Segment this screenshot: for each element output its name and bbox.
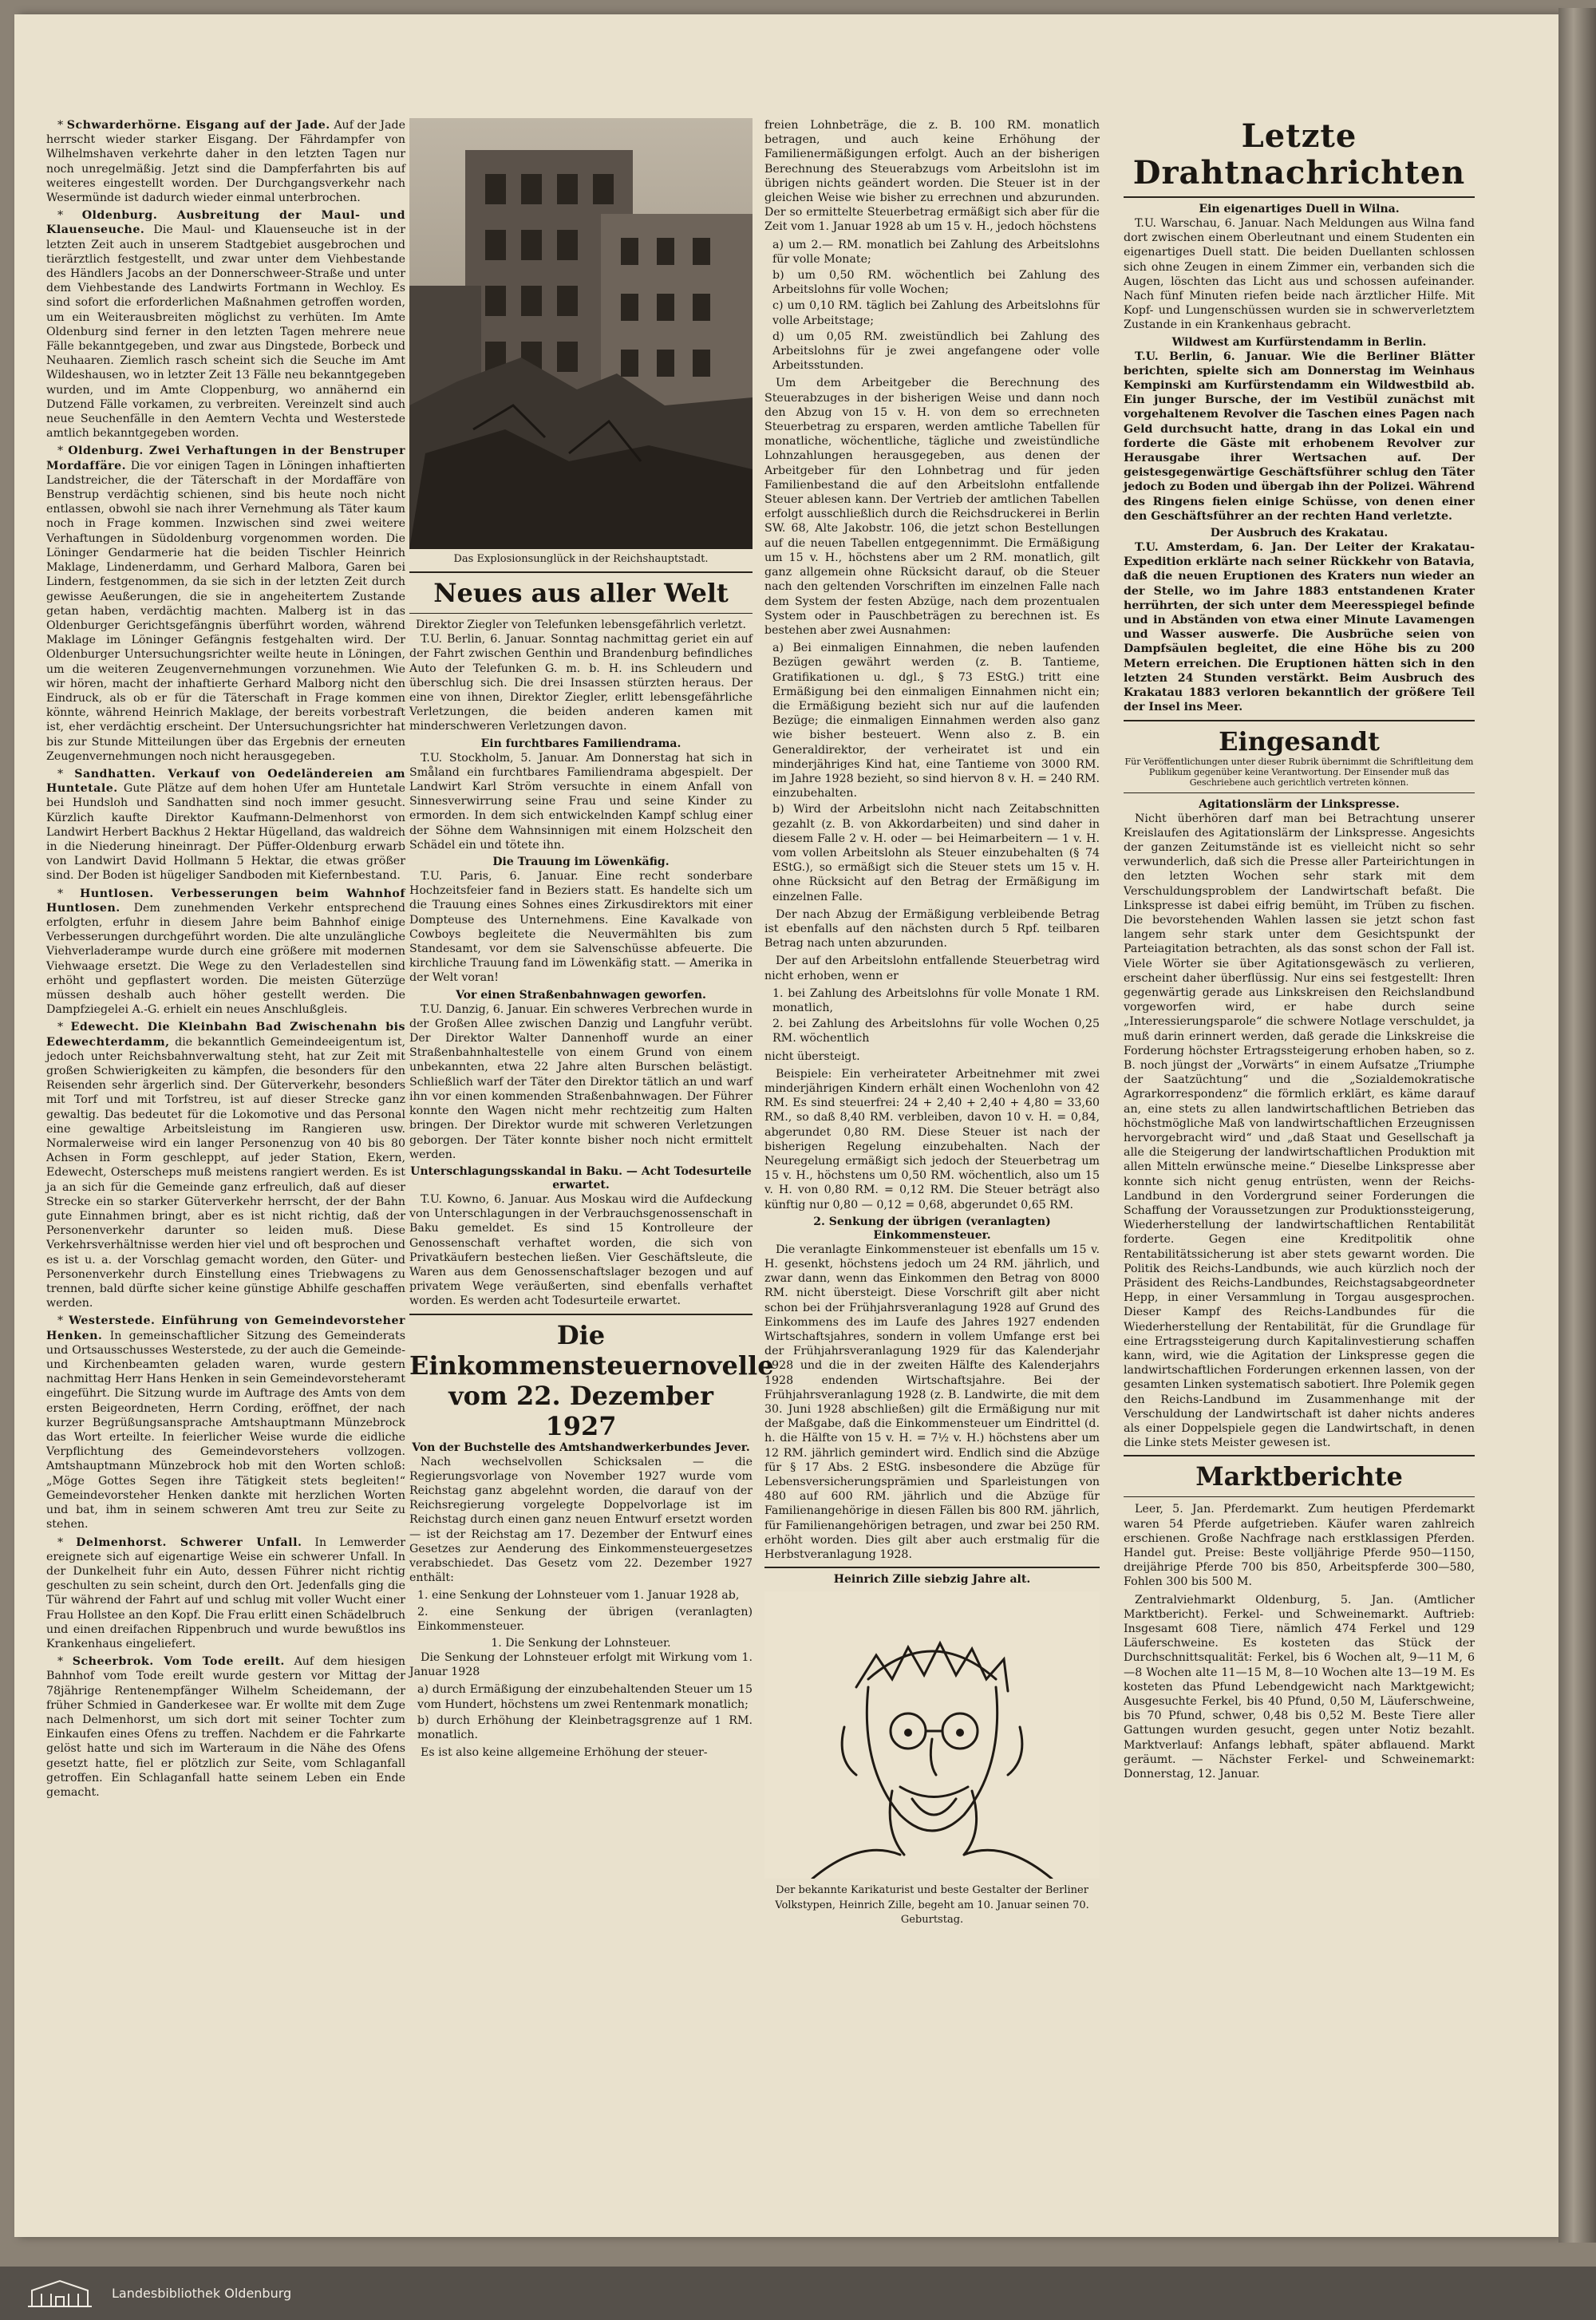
list-item: b) um 0,50 RM. wöchentlich bei Zahlung des Arbeitslohns für volle Wochen; xyxy=(772,269,1100,297)
article-title: Ein eigenartiges Duell in Wilna. xyxy=(1199,203,1400,215)
wire-news-title: Letzte Drahtnachrichten xyxy=(1132,117,1466,192)
local-news-item: * Oldenburg. Ausbreitung der Maul- und Klauenseuche. Die Maul- und Klauenseuche ist in der letzten Zeit auch in unserem Stadtgebiet ausgebrochen und tierärztlich festgestellt, und zwar unter dem Viehbestande des Händlers Jacobs an der Donnerschweer-Straße und unter dem Viehbestande des Landwirts Fortmann in Wechloy. Es sind sofort die erforderlichen Maßnahmen getroffen worden, um ein Weiterausbreiten möglichst zu verhüten. Im Amte Oldenburg sind ferner in den letzten Tagen mehrere neue Fälle bekanntgegeben, und zwar aus Dingstede, Borbeck und Neuhaaren. Ziemlich rasch scheint sich die Seuche im Amt Wildeshausen, wo in letzter Zeit 13 Fälle neu bekanntgegeben wurden, und im Amte Cloppenburg, wo annähernd ein Dutzend Fälle vorkamen, zu verbreiten. Vereinzelt sind auch neue Seuchenfälle in den Aemtern Vechta und Westerstede amtlich bekanntgegeben worden. xyxy=(46,209,405,441)
explosion-photo xyxy=(409,118,753,549)
divider xyxy=(409,1314,753,1315)
local-news-body: Gute Plätze auf dem hohen Ufer am Huntetale bei Hundsloh und Sandhatten sind noch immer gesucht. Kürzlich kaufte Direktor Kaufmann-Delmenhorst von Landwirt Herbert Backhus 2 Hektar Hügelland, das waldreich in die Niederung hineinragt. Der Püffer-Oldenburg erwarb von Landwirt David Hollmann 5 Hektar, die etwas größer sind. Der Boden ist hügeliger Sandboden mit Kiefernbestand. xyxy=(46,782,405,883)
article-text: T.U. Danzig, 6. Januar. Ein schweres Verbrechen wurde in der Großen Allee zwischen Danzig und Langfuhr verübt. Der Direktor Walter Dannenhoff wurde an einer Straßenbahnhaltestelle von einem Grund von einem unbekannten, etwa 22 Jahre alten Burschen belästigt. Schließlich warf der Täter den Direktor tätlich an und warf ihn vor einen kommenden Straßenbahnwagen. Der Führer konnte den Wagen nicht mehr rechtzeitig zum Halten bringen. Der Direktor wurde mit schweren Verletzungen geborgen. Der Täter konnte bisher noch nicht ermittelt werden. xyxy=(409,1002,753,1161)
tax-points xyxy=(772,238,1100,373)
article-title: Der Ausbruch des Krakatau. xyxy=(1210,527,1389,540)
local-news-item: * Huntlosen. Verbesserungen beim Wahnhof Huntlosen. Dem zunehmenden Verkehr entsprechend erfolgten, erfuhr in diesem Jahre beim Bahnhof einige Verbesserungen durchgeführt worden. Die alte unzulängliche Viehverladerampe wurde durch eine größere mit modernen Viehwaage ersetzt. Die Wege zu den Verladestellen sind erhöht und gepflastert worden. Die meisten Güterzüge müssen deshalb auch höher gestellt werden. Die Dampfziegelei A.-G. erhielt ein neues Anschlußgleis. xyxy=(46,887,405,1017)
column-wire-news xyxy=(1124,118,1475,1784)
local-news-lead: Huntlosen. Verbesserungen beim Wahnhof Huntlosen. xyxy=(46,887,405,915)
article-title: Unterschlagungsskandal in Baku. — Acht Todesurteile erwartet. xyxy=(410,1164,752,1192)
photo-caption: Das Explosionsunglück in der Reichshauptstadt. xyxy=(453,553,709,565)
tax-text: Um dem Arbeitgeber die Berechnung des Steuerabzuges in der bisherigen Weise und dann noch den Abzug von 15 v. H. von dem so errechneten Steuerbetrag zu ersparen, werden amtliche Tabellen für monatliche, wöchentliche, tägliche und zweistündliche Lohnzahlungen herausgegeben, aus denen der Arbeitgeber für den Lohnbetrag und für jeden Familienbestand die auf den Arbeitslohn entfallende Steuer ablesen kann. Der Vertrieb der amtlichen Tabellen erfolgt ausschließlich durch die Reichsdruckerei in Berlin SW. 68, Alte Jakobstr. 106, die jetzt schon Bestellungen auf die neuen Tabellen entgegennimmt. Die Ermäßigung um 15 v. H., höchstens aber um 2 RM. monatlich, gilt ganz allgemein ohne Rücksicht darauf, ob die Steuer nach den geltenden Vorschriften im einzelnen Falle nach dem System der festen Abzüge, nach dem prozentualen System oder in Pauschbeträgen zu berechnen ist. Es bestehen aber zwei Ausnahmen: xyxy=(764,377,1100,637)
list-item: 1. eine Senkung der Lohnsteuer vom 1. Januar 1928 ab, xyxy=(417,1589,740,1603)
list-item: c) um 0,10 RM. täglich bei Zahlung des Arbeitslohns für volle Arbeitstage; xyxy=(772,299,1100,327)
list-item: a) um 2.— RM. monatlich bei Zahlung des Arbeitslohns für volle Monate; xyxy=(772,238,1100,266)
local-news-body: Die Maul- und Klauenseuche ist in der letzten Zeit auch in unserem Stadtgebiet ausgebrochen und tierärztlich festgestellt, und zwar unter dem Viehbestande des Händlers Jacobs an der Donnerschweer-Straße und unter dem Viehbestande des Landwirts Fortmann in Wechloy. Es sind sofort die erforderlichen Maßnahmen getroffen worden, um ein Weiterausbreiten möglichst zu verhüten. Im Amte Oldenburg sind ferner in den letzten Tagen mehrere neue Fälle bekanntgegeben, und zwar aus Dingstede, Borbeck und Neuhaaren. Ziemlich rasch scheint sich die Seuche im Amt Wildeshausen, wo in letzter Zeit 13 Fälle neu bekanntgegeben wurden, und im Amte Cloppenburg, wo annähernd ein Dutzend Fälle vorkamen, zu verbreiten. Vereinzelt sind auch neue Seuchenfälle in den Aemtern Vechta und Westerstede amtlich bekanntgegeben worden. xyxy=(46,223,405,441)
list-item: b) Wird der Arbeitslohn nicht nach Zeitabschnitten gezahlt (z. B. von Akkordarbeiten) und sind daher in diesem Falle 2 v. H. oder — bei Heimarbeitern — 1 v. H. vom vollen Arbeitslohn als Steuer einzubehalten (§ 74 EStG.), so ermäßigt sich die Steuer stets um 15 v. H. ohne Rücksicht auf den Betrag der Ermäßigung im einzelnen Falle. xyxy=(772,803,1100,903)
article-title: Direktor Ziegler von Telefunken lebensgefährlich verletzt. xyxy=(416,619,746,632)
local-news-lead: Schwarderhörne. Eisgang auf der Jade. xyxy=(66,119,330,132)
list-item: d) um 0,05 RM. zweistündlich bei Zahlung des Arbeitslohns für je zwei angefangene oder volle Arbeitsstunden. xyxy=(772,330,1100,373)
divider xyxy=(409,613,753,614)
library-name: Landesbibliothek Oldenburg xyxy=(112,2286,292,2301)
divider xyxy=(1124,1455,1475,1456)
tax-example: Beispiele: Ein verheirateter Arbeitnehmer mit zwei minderjährigen Kindern erhält einen Wochenlohn von 42 RM. Es sind steuerfrei: 24 + 2,40 + 2,40 + 4,80 = 33,60 RM., so daß 8,40 RM. verbleiben, davon 10 v. H. = 0,84, abgerundet 0,80 RM. Diese Steuer ist nach der bisherigen Regelung einzubehalten. Nach der Neuregelung ermäßigt sich jedoch der Steuerbetrag um 15 v. H., höchstens um 0,50 RM. wöchentlich, also um 15 v. H. von 0,80 RM. = 0,12 RM. Die Steuer beträgt also künftig nur 0,80 — 0,12 = 0,68, abgerundet 0,65 RM. xyxy=(764,1067,1100,1211)
article-text: T.U. Warschau, 6. Januar. Nach Meldungen aus Wilna fand dort zwischen einem Oberleutnant und einem Studenten ein eigenartiges Duell statt. Die beiden Duellanten schlossen sich ohne Zeugen in einem Zimmer ein, verbanden sich die Augen, löschten das Licht aus und schossen aufeinander. Nach fünf Minuten riefen beide nach ärztlicher Hilfe. Mit Kopf- und Lungenschüssen wurden sie in schwerverletztem Zustande in ein Krankenhaus gebracht. xyxy=(1124,217,1475,332)
local-news-item: * Sandhatten. Verkauf von Oedeländereien am Huntetale. Gute Plätze auf dem hohen Ufer am Huntetale bei Hundsloh und Sandhatten sind noch immer gesucht. Kürzlich kaufte Direktor Kaufmann-Delmenhorst von Landwirt Herbert Backhus 2 Hektar Hügelland, das waldreich in die Niederung hineinragt. Der Püffer-Oldenburg erwarb von Landwirt David Hollmann 5 Hektar, die etwas größer sind. Der Boden ist hügeliger Sandboden mit Kiefernbestand. xyxy=(46,767,405,883)
divider xyxy=(1124,1496,1475,1497)
local-news-item: * Delmenhorst. Schwerer Unfall. In Lemwerder ereignete sich auf eigenartige Weise ein schwerer Unfall. In der Dunkelheit fuhr ein Auto, dessen Führer nicht richtig geschulten zu sein scheint, durch den Ort. Jedenfalls ging die Tür während der Fahrt auf und schlug mit voller Wucht einer Frau Hollstee an den Kopf. Die Frau erlitt einen Schädelbruch und einen dreifachen Rippenbruch und wurde bewußtlos ins Krankenhaus eingeliefert. xyxy=(46,1535,406,1650)
tax-text: freien Lohnbeträge, die z. B. 100 RM. monatlich betragen, und auch keine Erhöhung der Familienermäßigungen erfolgt. Auch an der bisherigen Berechnung des Steuerabzugs vom Arbeitslohn ist im übrigen nichts geändert worden. Die Steuer ist in der gleichen Weise wie bisher zu errechnen und abzurunden. Der so ermittelte Steuerbetrag ermäßigt sich aber für die Zeit vom 1. Januar 1928 ab um 15 v. H., jedoch höchstens xyxy=(764,119,1100,234)
article-text: T.U. Berlin, 6. Januar. Wie die Berliner Blätter berichten, spielte sich am Donnerstag im Weinhaus Kempinski am Kurfürstendamm ein Wildwestbild ab. Ein junger Bursche, der im Vestibül zunächst mit vorgehaltenem Revolver die Taschen eines Pagen nach Geld durchsucht hatte, drang in das Lokal ein und forderte die Gäste mit erhobenem Revolver zur Herausgabe ihrer Wertsachen auf. Der geistesgegenwärtige Geschäftsführer schlug den Täter jedoch zu Boden und übergab ihn der Polizei. Während des Ringens fielen einige Schüsse, von denen einer den Geschäftsführer an der rechten Hand verletzte. xyxy=(1124,350,1475,523)
section-points xyxy=(417,1682,753,1742)
local-news-lead: Delmenhorst. Schwerer Unfall. xyxy=(76,1535,302,1549)
library-footer xyxy=(0,2267,1596,2320)
eingesandt-note: Für Veröffentlichungen unter dieser Rubrik übernimmt die Schriftleitung dem Publikum gegenüber keine Verantwortung. Der Einsender muß das Geschriebene auch gerichtlich vertreten können. xyxy=(1124,756,1474,788)
article-text: T.U. Amsterdam, 6. Jan. Der Leiter der Krakatau-Expedition erklärte nach seiner Rückkehr von Batavia, daß die neuen Eruptionen des Kraters nun wieder an der Stelle, wo im Jahre 1883 entstandenen Krater herrührten, der sich unter dem Meeresspiegel befinde und in Abständen von etwa einer Minute Lavamengen und Wasser auswerfe. Die Ausbrüche seien von Dampfsäulen begleitet, die eine Höhe bis zu 200 Metern erreichen. Die Eruptionen hätten sich in den letzten 24 Stunden verstärkt. Beim Ausbruch des Krakatau 1883 verloren bekanntlich der größere Teil der Insel ins Meer. xyxy=(1124,541,1475,714)
local-news-lead: Scheerbrok. Vom Tode ereilt. xyxy=(72,1655,285,1669)
library-logo-icon xyxy=(24,2278,96,2310)
column-tax-novelle xyxy=(764,118,1100,1932)
local-news-body: In Lemwerder ereignete sich auf eigenartige Weise ein schwerer Unfall. In der Dunkelheit fuhr ein Auto, dessen Führer nicht richtig geschulten zu sein scheint, durch den Ort. Jedenfalls ging die Tür während der Fahrt auf und schlug mit voller Wucht einer Frau Hollstee an den Kopf. Die Frau erlitt einen Schädelbruch und einen dreifachen Rippenbruch und wurde bewußtlos ins Krankenhaus eingeliefert. xyxy=(46,1535,406,1650)
article-title: Ein furchtbares Familiendrama. xyxy=(480,737,681,750)
list-item: a) durch Ermäßigung der einzubehaltenden Steuer um 15 vom Hundert, höchstens um zwei Rentenmark monatlich; xyxy=(417,1683,753,1711)
list-item: b) durch Erhöhung der Kleinbetragsgrenze auf 1 RM. monatlich. xyxy=(417,1713,753,1741)
local-news-body: Die vor einigen Tagen in Löningen inhaftierten Landstreicher, die der Täterschaft in der Mordaffäre von Benstrup verdächtig schienen, sind bis heute noch nicht entlassen, obwohl sie nach ihrer Vernehmung als Täter kaum noch in Frage kommen. Inzwischen sind zwei weitere Verhaftungen in Südoldenburg vorgenommen worden. Die Löninger Gendarmerie hat die beiden Tischler Heinrich Maklage, Lindenerdamm, und Gerhard Malbora, Garen bei Lindern, festgenommen, da sie sich in der letzten Zeit durch gewisse Aeußerungen, die sie in angeheitertem Zustande getan haben, verdächtig machten. Malberg ist in das Oldenburger Gerichtsgefängnis überführt worden, während Maklage im Löninger Gefängnis festgehalten wird. Der Oldenburger Untersuchungsrichter weilte heute in Löningen, um die weiteren Zeugenvernehmungen vorzunehmen. Wie wir hören, macht der inhaftierte Gerhard Malborg nicht den Eindruck, als ob er für die Täterschaft in Frage kommen könnte, während Heinrich Maklage, der bereits vorbestraft ist, eher verdächtig erscheint. Der Untersuchungsrichter hat bis zur Stunde Mitteilungen über das Ergebnis der erneuten Zeugenvernehmungen noch nicht herausgegeben. xyxy=(46,459,405,763)
column-local-news xyxy=(46,118,405,1803)
tax-points xyxy=(772,641,1100,904)
local-news-lead: Sandhatten. Verkauf von Oedeländereien am Huntetale. xyxy=(46,767,405,796)
list-item: 2. bei Zahlung des Arbeitslohns für volle Wochen 0,25 RM. wöchentlich xyxy=(772,1018,1100,1045)
column-world-news xyxy=(409,118,774,1763)
eingesandt-title: Eingesandt xyxy=(1219,725,1380,757)
market-title: Marktberichte xyxy=(1195,1461,1403,1492)
section-text: Es ist also keine allgemeine Erhöhung der steuer- xyxy=(421,1746,708,1760)
novelle-subtitle: Von der Buchstelle des Amtshandwerkerbundes Jever. xyxy=(412,1441,750,1454)
local-news-item: * Schwarderhörne. Eisgang auf der Jade. Auf der Jade herrscht wieder starker Eisgang. Der Fährdampfer von Wilhelmshaven verkehrte daher in den letzten Tagen nur noch unregelmäßig. Jetzt sind die Dampferfahrten bis auf weiteres eingestellt worden. Der Durchgangsverkehr nach Wesermünde ist dadurch wieder einmal unterbrochen. xyxy=(46,119,406,205)
divider xyxy=(1124,720,1475,721)
local-news-body: Auf dem hiesigen Bahnhof vom Tode ereilt wurde gestern vor Mittag der 78jährige Rentenempfänger Wilhelm Scheidemann, der früher Schmied in Ganderkesee war. Er wollte mit dem Zuge nach Delmenhorst, um sich dort mit seiner Tochter zum Einkaufen eines Ofens zu treffen. Nachdem er die Fahrkarte gelöst hatte und sich im Warteraum in die Nähe des Ofens gesetzt hatte, fiel er plötzlich zur Seite, vom Schlaganfall getroffen. Ein Schlaganfall hatte seinem Leben ein Ende gemacht. xyxy=(46,1655,406,1799)
zille-title: Heinrich Zille siebzig Jahre alt. xyxy=(833,1573,1031,1587)
article-title: Die Trauung im Löwenkäfig. xyxy=(492,856,670,869)
local-news-body: Dem zunehmenden Verkehr entsprechend erfolgten, erfuhr in diesem Jahre beim Bahnhof einige Verbesserungen durchgeführt worden. Die alte unzulängliche Viehverladerampe wurde durch eine größere mit modernen Viehwaage ersetzt. Die Wege zu den Verladestellen sind erhöht und gepflastert worden. Die meisten Güterzüge müssen deshalb auch höher gestellt werden. Die Dampfziegelei A.-G. erhielt ein neues Anschlußgleis. xyxy=(46,901,405,1017)
tax-points xyxy=(772,986,1100,1046)
local-news-lead: Edewecht. Die Kleinbahn Bad Zwischenahn bis Edewechterdamm, xyxy=(46,1021,405,1049)
tax-text: nicht übersteigt. xyxy=(764,1049,860,1063)
article-text: T.U. Paris, 6. Januar. Eine recht sonderbare Hochzeitsfeier fand in Beziers statt. Es handelte sich um die Trauung eines Sohnes eines Zirkusdirektors mit einer Dompteuse des Unternehmens. Eine Kavalkade von Cowboys begleitete die Neuvermählten bis zum Standesamt, vor dem sie Salvenschüsse abfeuerte. Die kirchliche Trauung fand im Löwenkäfig statt. — Amerika in der Welt voran! xyxy=(409,870,753,985)
market-report: Leer, 5. Jan. Pferdemarkt. Zum heutigen Pferdemarkt waren 54 Pferde aufgetrieben. Käufer waren zahlreich erschienen. Große Nachfrage nach erstklassigen Pferden. Handel gut. Preise: Beste volljährige Pferde 950—1150, dreijährige Pferde 700 bis 850, Arbeitspferde 300—580, Fohlen 300 bis 500 M. xyxy=(1124,1503,1475,1589)
divider xyxy=(1124,792,1475,793)
tax-text: Der nach Abzug der Ermäßigung verbleibende Betrag ist ebenfalls auf den nächsten durch 5 Rpf. teilbaren Betrag nach unten abzurunden. xyxy=(764,907,1100,951)
zille-caption: Der bekannte Karikaturist und beste Gestalter der Berliner Volkstypen, Heinrich Zille, begeht am 10. Januar seinen 70. Geburtstag. xyxy=(775,1884,1089,1926)
zille-caricature xyxy=(764,1591,1100,1879)
novelle-title: Die Einkommensteuernovelle vom 22. Dezember 1927 xyxy=(409,1319,774,1441)
list-item: 2. eine Senkung der übrigen (veranlagten) Einkommensteuer. xyxy=(417,1605,753,1633)
explosion-photo-image xyxy=(409,118,753,549)
tax-text: Der auf den Arbeitslohn entfallende Steuerbetrag wird nicht erhoben, wenn er xyxy=(764,954,1100,982)
article-title: Vor einen Straßenbahnwagen geworfen. xyxy=(456,988,706,1002)
article-text: T.U. Kowno, 6. Januar. Aus Moskau wird die Aufdeckung von Unterschlagungen in der Verbrauchsgenossenschaft in Baku gemeldet. Es sind 15 Kontrolleure der Genossenschaft verhaftet worden, die sich von Privatkäufern bestechen ließen. Vier Geschäftsleute, die Waren aus dem Genossenschaftslager bezogen und auf privatem Wege veräußerten, sind ebenfalls verhaftet worden. Es werden acht Todesurteile erwartet. xyxy=(409,1192,753,1308)
divider xyxy=(1124,196,1475,198)
market-report: Zentralviehmarkt Oldenburg, 5. Jan. (Amtlicher Marktbericht). Ferkel- und Schweinemarkt. Auftrieb: Insgesamt 608 Tiere, nämlich 474 Ferkel und 129 Läuferschweine. Es kosteten das Stück der Durchschnittsqualität: Ferkel, bis 6 Wochen alt, 9—11 M, 6—8 Wochen alte 11—15 M, 8—10 Wochen alte 13—19 M. Es kosteten das Pfund Lebendgewicht nach Marktgewicht; Ausgesuchte Ferkel, bis 40 Pfund, 0,50 M, Läuferschweine, bis 70 Pfund, schwer, 0,48 bis 0,52 M. Beste Tiere aller Gattungen wurden gesucht, gegen unter Notiz bezahlt. Marktverlauf: Anfangs lebhaft, später abflauend. Markt geräumt. — Nächster Ferkel- und Schweinemarkt: Donnerstag, 12. Januar. xyxy=(1124,1593,1475,1781)
local-news-lead: Oldenburg. Zwei Verhaftungen in der Benstruper Mordaffäre. xyxy=(46,445,405,472)
local-news-lead: Westerstede. Einführung von Gemeindevorsteher Henken. xyxy=(46,1314,405,1342)
local-news-body: Auf der Jade herrscht wieder starker Eisgang. Der Fährdampfer von Wilhelmshaven verkehrte daher in den letzten Tagen nur noch unregelmäßig. Jetzt sind die Dampferfahrten bis auf weiteres eingestellt worden. Der Durchgangsverkehr nach Wesermünde ist dadurch wieder einmal unterbrochen. xyxy=(46,119,406,205)
article-text: T.U. Berlin, 6. Januar. Sonntag nachmittag geriet ein auf der Fahrt zwischen Genthin und Brandenburg befindliches Auto der Telefunken G. m. b. H. ins Schleudern und überschlug sich. Die drei Insassen stürzten heraus. Der eine von ihnen, Direktor Ziegler, erlitt lebensgefährliche Verletzungen, die beiden anderen kamen mit minderschweren Verletzungen davon. xyxy=(409,633,753,733)
section-text: Die Senkung der Lohnsteuer erfolgt mit Wirkung vom 1. Januar 1928 xyxy=(409,1650,753,1679)
local-news-item: * Oldenburg. Zwei Verhaftungen in der Benstruper Mordaffäre. Die vor einigen Tagen in Löningen inhaftierten Landstreicher, die der Täterschaft in der Mordaffäre von Benstrup verdächtig schienen, sind bis heute noch nicht entlassen, obwohl sie nach ihrer Vernehmung als Täter kaum noch in Frage kommen. Inzwischen sind zwei weitere Verhaftungen in Südoldenburg vorgenommen worden. Die Löninger Gendarmerie hat die beiden Tischler Heinrich Maklage, Lindenerdamm, und Gerhard Malbora, Garen bei Lindern, festgenommen, da sie sich in der letzten Zeit durch gewisse Aeußerungen, die sie in angeheitertem Zustande getan haben, verdächtig machten. Malberg ist in das Oldenburger Gerichtsgefängnis überführt worden, während Maklage im Löninger Gefängnis festgehalten wird. Der Oldenburger Untersuchungsrichter weilte heute in Löningen, um die weiteren Zeugenvernehmungen vorzunehmen. Wie wir hören, macht der inhaftierte Gerhard Malborg nicht den Eindruck, als ob er für die Täterschaft in Frage kommen könnte, während Heinrich Maklage, der bereits vorbestraft ist, eher verdächtig erscheint. Der Untersuchungsrichter hat bis zur Stunde Mitteilungen über das Ergebnis der erneuten Zeugenvernehmungen noch nicht herausgegeben. xyxy=(46,445,405,763)
list-item: 1. bei Zahlung des Arbeitslohns für volle Monate 1 RM. monatlich, xyxy=(772,986,1100,1014)
local-news-lead: Oldenburg. Ausbreitung der Maul- und Klauenseuche. xyxy=(46,209,405,237)
article-text: T.U. Stockholm, 5. Januar. Am Donnerstag hat sich in Småland ein furchtbares Familiendrama abgespielt. Der Landwirt Karl Ström versuchte in einem Anfall von Sinnesverwirrung seine Frau und seine Kinder zu ermorden. In dem sich entwickelnden Kampf schlug einer der Söhne dem Wahnsinnigen mit einem Holzscheit den Schädel ein und tötete ihn. xyxy=(409,751,753,852)
section-heading: 1. Die Senkung der Lohnsteuer. xyxy=(491,1636,671,1650)
local-news-item: * Edewecht. Die Kleinbahn Bad Zwischenahn bis Edewechterdamm, die bekanntlich Gemeindeeigentum ist, jedoch unter Reichsbahnverwaltung steht, hat zur Zeit mit großen Schwierigkeiten zu kämpfen, die besonders für den Reisenden sehr ärgerlich sind. Der Güterverkehr, besonders mit Torf und mit Torfstreu, ist auf dieser Strecke ganz gewaltig. Das bedeutet für die Lokomotive und das Personal eine gewaltige Arbeitsleistung im Rangieren usw. Normalerweise wird ein langer Personenzug von 40 bis 80 Achsen in Form geschleppt, auf jeder Station, Ekern, Edewecht, Osterscheps muß meistens rangiert werden. Es ist ja an sich für die Gemeinde ganz erfreulich, daß auf dieser Strecke ein so starker Güterverkehr herrscht, der der Bahn gute Einnahmen bringt, aber es ist nicht richtig, daß der Personenverkehr darunter so leiden muß. Diese Verkehrsverhältnisse werden hier viel und oft besprochen und es ist u. a. der Vorschlag gemacht worden, den Güter- und Personenverkehr durch Einstellung eines Triebwagens zu trennen, bald dürfte sicher keine günstige Abhilfe geschaffen werden. xyxy=(46,1021,405,1310)
divider xyxy=(409,571,753,573)
book-binding xyxy=(1558,8,1596,2243)
novelle-points xyxy=(417,1588,753,1634)
eingesandt-subtitle: Agitationslärm der Linkspresse. xyxy=(1199,797,1400,811)
divider xyxy=(764,1567,1100,1568)
article-title: Wildwest am Kurfürstendamm in Berlin. xyxy=(1171,335,1427,349)
tax-text: Die veranlagte Einkommensteuer ist ebenfalls um 15 v. H. gesenkt, höchstens jedoch um 24 RM. jährlich, und zwar dann, wenn das Einkommen den Betrag von 8000 RM. nicht übersteigt. Diese Vorschrift gilt aber nicht schon bei der Frühjahrsveranlagung 1928 auf Grund des Einkommens des im Laufe des Jahres 1927 endenden Wirtschaftsjahres, sondern in vollem Umfange erst bei der Frühjahrsveranlagung 1929 für das Kalenderjahr 1928 und die in der zweiten Hälfte des Kalenderjahrs 1928 endenden Wirtschaftsjahre. Bei der Frühjahrsveranlagung 1928 (z. B. Landwirte, die mit dem 30. Juni 1928 abschließen) gilt die Ermäßigung nur mit der Maßgabe, daß die Einkommensteuer um Eindrittel (d. h. die Hälfte von 15 v. H. = 7½ v. H.) höchstens aber um 12 RM. jährlich gemindert wird. Endlich sind die Abzüge für § 17 Abs. 2 EStG. insbesondere die Abzüge für Lebensversicherungsprämien und Sparleistungen von 480 auf 600 RM. jährlich und die Abzüge für Familienangehörige in diesen Fällen bis 800 RM. jährlich, für Familienangehörigen betragen, und zwar bei 250 RM. erhöht worden. Dies gilt aber auch erstmalig für die Herbstveranlagung 1928. xyxy=(764,1243,1100,1562)
section-heading: 2. Senkung der übrigen (veranlagten) Einkommensteuer. xyxy=(813,1215,1051,1242)
list-item: a) Bei einmaligen Einnahmen, die neben laufenden Bezügen gewährt werden (z. B. Tantieme, Gratifikationen u. dgl., § 73 EStG.) tritt eine Ermäßigung bei den einmaligen Einnahmen nicht ein; die Ermäßigung bezieht sich nur auf die laufenden Bezüge; die einmaligen Einnahmen werden also ganz wie bisher besteuert. Wenn also z. B. ein Generaldirektor, der verheiratet ist und ein minderjähriges Kind hat, eine Tantieme von 3000 RM. im Jahre 1928 bezieht, so sind hiervon 8 v. H. = 240 RM. einzubehalten. xyxy=(772,642,1100,800)
section-title-world: Neues aus aller Welt xyxy=(433,578,729,609)
local-news-body: die bekanntlich Gemeindeeigentum ist, jedoch unter Reichsbahnverwaltung steht, hat zur Zeit mit großen Schwierigkeiten zu kämpfen, die besonders für den Reisenden sehr ärgerlich sind. Der Güterverkehr, besonders mit Torf und mit Torfstreu, ist auf dieser Strecke ganz gewaltig. Das bedeutet für die Lokomotive und das Personal eine gewaltige Arbeitsleistung im Rangieren usw. Normalerweise wird ein langer Personenzug von 40 bis 80 Achsen in Form geschleppt, auf jeder Station, Ekern, Edewecht, Osterscheps muß meistens rangiert werden. Es ist ja an sich für die Gemeinde ganz erfreulich, daß auf dieser Strecke ein so starker Güterverkehr herrscht, der der Bahn gute Einnahmen bringt, aber es ist nicht richtig, daß der Personenverkehr darunter so leiden muß. Diese Verkehrsverhältnisse werden hier viel und oft besprochen und es ist u. a. der Vorschlag gemacht worden, den Güter- und Personenverkehr durch Einstellung eines Triebwagens zu trennen, bald dürfte sicher keine günstige Abhilfe geschaffen werden. xyxy=(46,1035,405,1310)
novelle-text: Nach wechselvollen Schicksalen — die Regierungsvorlage von November 1927 wurde vom Reichstag ganz abgelehnt worden, die darauf von der Reichsregierung vorgelegte Doppelvorlage ist im Reichstag durch einen ganz neuen Entwurf ersetzt worden — ist der Reichstag am 17. Dezember der Entwurf eines Gesetzes zur Aenderung des Einkommensteuergesetzes verabschiedet. Das Gesetz vom 22. Dezember 1927 enthält: xyxy=(409,1455,753,1585)
local-news-item: * Westerstede. Einführung von Gemeindevorsteher Henken. In gemeinschaftlicher Sitzung des Gemeinderats und Ortsausschusses Westerstede, zu der auch die Gemeinde- und Kirchenbeamten geladen waren, wurde gestern nachmittag Herr Hans Henken in sein Gemeindevorsteheramt eingeführt. Die Sitzung wurde im Auftrage des Amts von dem ersten Beigeordneten, Herrn Cording, eröffnet, der nach kurzer Begrüßungsansprache Amtshauptmann Münzebrock das Wort erteilte. In feierlicher Weise wurde die eidliche Verpflichtung des Gemeindevorstehers vollzogen. Amtshauptmann Münzebrock hob mit den Worten schloß: „Möge Gottes Segen ihre Tätigkeit stets begleiten!“ Gemeindevorsteher Henken dankte mit herzlichen Worten und bat, ihm in seinem schweren Amt treu zur Seite zu stehen. xyxy=(46,1314,405,1532)
local-news-body: In gemeinschaftlicher Sitzung des Gemeinderats und Ortsausschusses Westerstede, zu der auch die Gemeinde- und Kirchenbeamten geladen waren, wurde gestern nachmittag Herr Hans Henken in sein Gemeindevorsteheramt eingeführt. Die Sitzung wurde im Auftrage des Amts von dem ersten Beigeordneten, Herrn Cording, eröffnet, der nach kurzer Begrüßungsansprache Amtshauptmann Münzebrock das Wort erteilte. In feierlicher Weise wurde die eidliche Verpflichtung des Gemeindevorstehers vollzogen. Amtshauptmann Münzebrock hob mit den Worten schloß: „Möge Gottes Segen ihre Tätigkeit stets begleiten!“ Gemeindevorsteher Henken dankte mit herzlichen Worten und bat, ihm in seinem schweren Amt treu zur Seite zu stehen. xyxy=(46,1329,405,1532)
newspaper-page xyxy=(14,14,1558,2237)
local-news-item: * Scheerbrok. Vom Tode ereilt. Auf dem hiesigen Bahnhof vom Tode ereilt wurde gestern vor Mittag der 78jährige Rentenempfänger Wilhelm Scheidemann, der früher Schmied in Ganderkesee war. Er wollte mit dem Zuge nach Delmenhorst, um sich dort mit seiner Tochter zum Einkaufen eines Ofens zu treffen. Nachdem er die Fahrkarte gelöst hatte und sich im Warteraum in die Nähe des Ofens gesetzt hatte, fiel er plötzlich zur Seite, vom Schlaganfall getroffen. Ein Schlaganfall hatte seinem Leben ein Ende gemacht. xyxy=(46,1655,406,1799)
eingesandt-text: Nicht überhören darf man bei Betrachtung unserer Kreislaufen des Agitationslärm der Linkspresse. Angesichts der ganzen Zeitumstände ist es vielleicht nicht so sehr verwunderlich, daß sich die Presse aller Parteirichtungen in den letzten Wochen sehr stark mit dem Verschuldungsproblem der Landwirtschaft befaßt. Die Linkspresse ist dabei eifrig bemüht, im Trüben zu fischen. Die bevorstehenden Wahlen lassen sie jetzt schon fast langem sehr stark unter dem Gesichtspunkt der Parteiagitation betrachten, als das sonst schon der Fall ist. Viele Wörter sie über Agitationsgewäsch zu verlieren, erscheint daher überflüssig. Nur eins sei festgestellt: Ihren gegenwärtig gerade aus Linkskreisen den Reichslandbund vorgeworfen wird, er habe durch seine „Interessierungsparole“ die schwere Notlage verschuldet, ja muß darin erinnert werden, daß gerade die Linkskreise die Forderung höchster Ertragssteigerung erhoben haben, so z. B. noch jüngst der „Vorwärts“ in einem Aufsatze „Triumphe der Saatzüchtung“ und die „Sozialdemokratische Agrarkorrespondenz“ die förmlich erklärt, es käme darauf an, eine stets zu allen landwirtschaftlichen Betrieben das höchstmögliche Maß von landwirtschaftlichen Erzeugnissen hervorgebracht wird“ und „daß Staat und Gesellschaft ja alle die Steigerung der landwirtschaftlichen Produktion mit allen Mitteln erwünsche meine.“ Dieselbe Linkspresse aber konnte sich nicht genug entrüsten, wenn der Reichs-Landbund in den Vordergrund seiner Forderungen die Schaffung der Voraussetzungen zur Produktionssteigerung, Wiederherstellung der landwirtschaftlichen Rentabilität forderte. Gegen eine Kreditpolitik ohne Rentabilitätssicherung ist aber stets gewarnt worden. Die Politik des Reichs-Landbunds, wie auch kürzlich noch der Präsident des Reichs-Landbundes, Reichstagsabgeordneter Hepp, in einer Versammlung in Torgau ausgesprochen. Dieser Kampf des Reichs-Landbundes für die Wiederherstellung der Rentabilität, für die Grundlage für eine Ertragssteigerung durch Kapitalinvestierung schaffen kann, wird, wie die Agitation der Linkspresse gegen die landwirtschaftlichen Forderungen erkennen lassen, von der gesamten Linken systematisch sabotiert. Ihre Polemik gegen den Reichs-Landbund im Zusammenhange mit der Verschuldung der Landwirtschaft ist daher nichts anderes als einer Doppelspiele gegen die Landwirtschaft, in denen die Linke stets Meister gewesen ist. xyxy=(1124,812,1475,1450)
